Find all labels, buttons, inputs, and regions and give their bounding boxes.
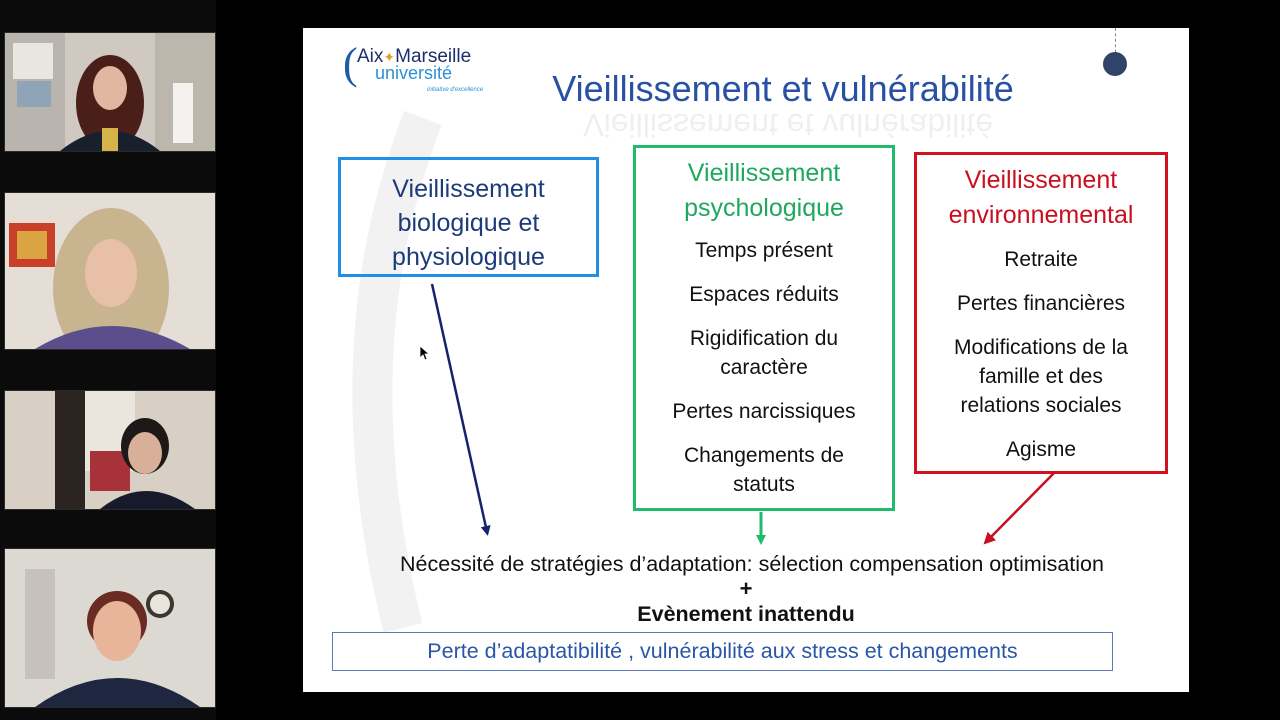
list-item: Changements de statuts <box>684 444 844 496</box>
slide-title: Vieillissement et vulnérabilité <box>552 68 1014 109</box>
participant-video-1[interactable] <box>4 32 216 152</box>
aix-marseille-logo: ( Aix✦Marseille université initiative d'excellence <box>343 39 484 93</box>
box-bio-heading-2: biologique et <box>397 209 540 237</box>
arrow-env <box>987 472 1055 541</box>
presentation-slide <box>303 28 1189 692</box>
slide-title-reflection: Vieillissement et vulnérabilité <box>582 107 994 143</box>
list-item: Pertes financières <box>956 292 1126 315</box>
arrow-bio <box>432 284 487 532</box>
list-item: Temps présent <box>695 239 833 262</box>
participant-video-4[interactable] <box>4 548 216 708</box>
list-item: Retraite <box>1004 248 1078 271</box>
necessite-text: Nécessité de stratégies d’adaptation: sélection compensation optimisation <box>400 552 1104 576</box>
participant-video-3[interactable] <box>4 390 216 510</box>
participant-1-video-frame <box>5 33 215 151</box>
box-env-heading-2: environnemental <box>948 201 1134 229</box>
box-bio-heading-3: physiologique <box>392 243 545 271</box>
list-item: Espaces réduits <box>689 283 839 306</box>
list-item: Agisme <box>1005 438 1077 461</box>
list-item: Rigidification du caractère <box>689 327 839 379</box>
mouse-cursor-icon <box>420 346 430 360</box>
participant-2-video-frame <box>5 193 215 349</box>
evenement-text: Evènement inattendu <box>637 602 855 626</box>
box-env-heading-1: Vieillissement <box>964 166 1118 194</box>
box-psy-heading-1: Vieillissement <box>687 159 841 187</box>
participant-4-video-frame <box>5 549 215 707</box>
participant-strip <box>0 0 216 720</box>
box-psy-heading-2: psychologique <box>684 194 844 222</box>
plus-sign: + <box>739 576 753 601</box>
list-item: Modifications de la famille et des relations sociales <box>954 336 1128 417</box>
perte-box: Perte d’adaptatibilité , vulnérabilité aux stress et changements <box>332 632 1113 671</box>
participant-3-video-frame <box>5 391 215 509</box>
list-item: Pertes narcissiques <box>672 400 856 423</box>
participant-video-2[interactable] <box>4 192 216 350</box>
box-bio-heading-1: Vieillissement <box>392 175 545 203</box>
